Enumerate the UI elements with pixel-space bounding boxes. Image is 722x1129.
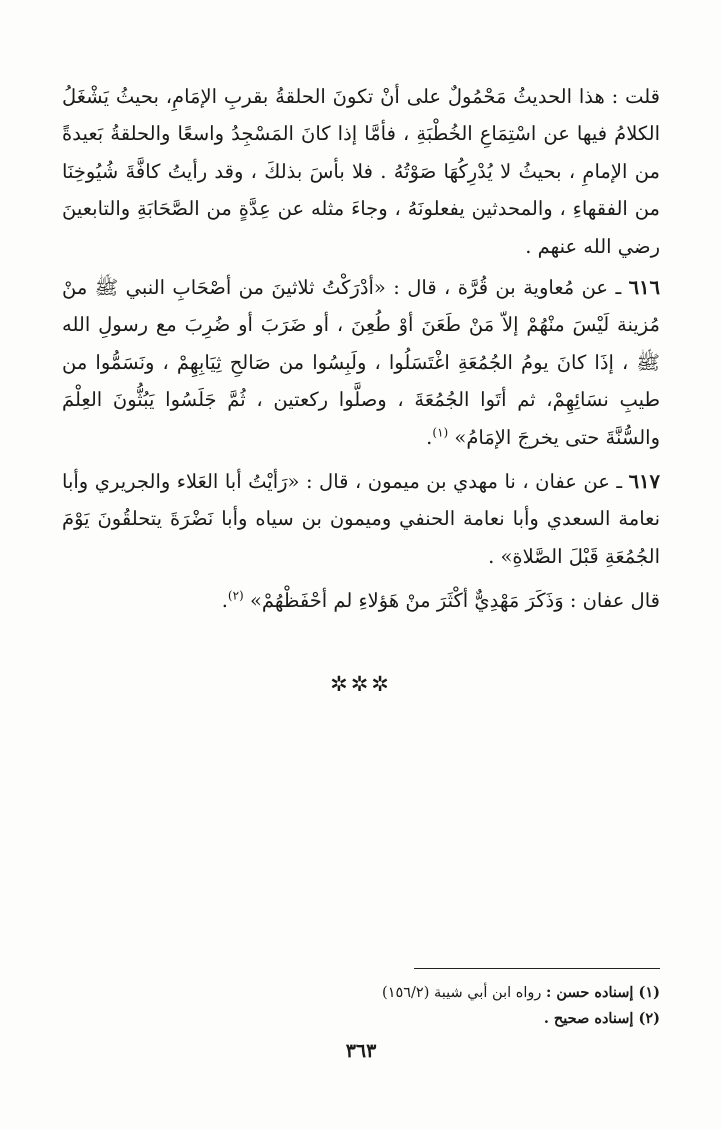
- hadith-text: ـ عن عفان ، نا مهدي بن ميمون ، قال : «رَأيْتُ أبا العَلاء والجريري وأبا نعامة السعدي وأبا نعامة الحنفي وميمون بن سياه وأبا نَضْرَةَ يتحلقُونَ يَوْمَ الجُمُعَةِ قَبْلَ الصَّلاةِ» .: [62, 470, 660, 568]
- footnotes: [62, 980, 660, 1032]
- hadith-text: ـ عن مُعاوية بن قُرَّة ، قال : «أدْرَكْتُ ثلاثينَ من أصْحَابِ النبي ﷺ منْ مُزينة لَيْسَ منْهُمْ إلاّ مَنْ طَعَنَ أوْ طُعِنَ ، أو ضَرَبَ أو ضُرِبَ مع رسولِ الله ﷺ ، إذَا كانَ يومُ الجُمُعَةِ اغْتَسَلُوا ، ولَبِسُوا من صَالحِ ثِيَابِهِمْ ، ونَسَمُّوا من طيبِ نسَائِهِمْ، ثم أتَوا الجُمُعَةَ ، وصلَّوا ركعتين ، ثُمَّ جَلَسُوا يَبُثُّونَ العِلْمَ والسُّنَّةَ حتى يخرجَ الإمَامُ»: [62, 276, 660, 449]
- hadith-number: ٦١٦: [628, 276, 660, 300]
- sentence-end: .: [221, 589, 228, 613]
- main-text: [62, 78, 660, 620]
- footnote-2: [62, 1006, 660, 1032]
- hadith-617: [62, 463, 660, 575]
- footnote-reference: (١): [432, 425, 449, 440]
- footnote-lead: (٢) إسناده صحيح .: [543, 1010, 660, 1027]
- note-text: قال عفان : وَذَكَرَ مَهْدِيٌّ أكْثَرَ منْ هَؤلاءِ لم أحْفَظْهُمْ»: [249, 589, 660, 613]
- hadith-616: [62, 269, 660, 456]
- footnote-text: رواه ابن أبي شيبة (١٥٦/٢): [382, 985, 542, 1001]
- footnote-1: [62, 980, 660, 1006]
- hadith-number: ٦١٧: [628, 470, 660, 494]
- footnote-divider: [414, 968, 660, 969]
- page-number: ٣٦٣: [345, 1040, 377, 1062]
- commentary-paragraph: قلت : هذا الحديثُ مَحْمُولٌ على أنْ تكونَ الحلقةُ بقربِ الإمَامِ، بحيثُ يَشْغَلُ الكلامُ فيها عن اسْتِمَاعِ الخُطْبَةِ ، فأمَّا إذا كانَ المَسْجِدُ واسعًا والحلقةُ بَعيدةً من الإمامِ ، بحيثُ لا يُدْرِكُهَا صَوْتُهُ . فلا بأسَ بذلكَ ، وقد رأيتُ كافَّةَ شُيُوخِنَا من الفقهاءِ ، والمحدثين يفعلونَهُ ، وجاءَ مثله عن عِدَّةٍ من الصَّحَابَةِ والتابعينَ رضي الله عنهم .: [62, 85, 660, 258]
- footnote-reference: (٢): [227, 588, 244, 603]
- footnote-lead: (١) إسناده حسن :: [546, 984, 660, 1001]
- sentence-end: .: [426, 425, 433, 449]
- section-separator-stars: ✲✲✲: [330, 672, 392, 696]
- affan-note: [62, 582, 660, 619]
